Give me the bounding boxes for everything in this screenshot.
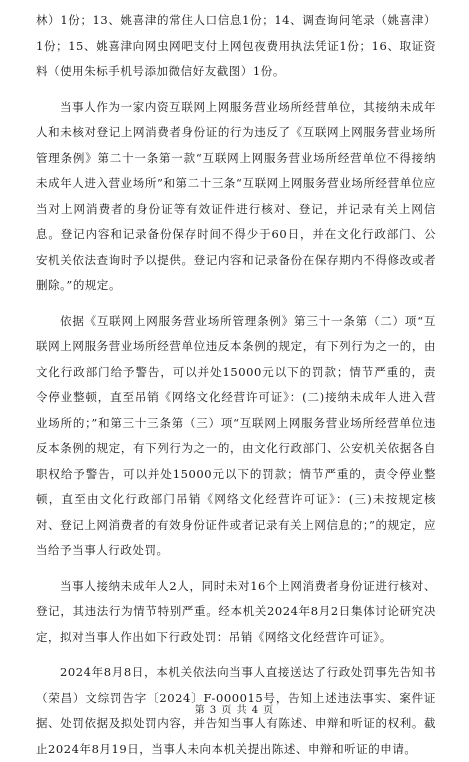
paragraph-gap [36, 85, 436, 95]
paragraph-gap [36, 299, 436, 309]
paragraph-violation-facts: 当事人作为一家内资互联网上网服务营业场所经营单位，其接纳未成年人和未核对登记上网消费者身份证的行为违反了《互联网上网服务营业场所管理条例》第二十一条第一款“互联网上网服务营业场所经营单位不得接纳未成年人进入营业场所”和第二十三条“互联网上网服务营业场所经营单位应当对上网消费者的身份证等有效证件进行核对、登记，并记录有关上网信息。登记内容和记录备份保存时间不得少于60日，并在文化行政部门、公安机关依法查询时予以提供。登记内容和记录备份在保存期内不得修改或者删除。”的规定。 [36, 99, 436, 292]
page-number-footer: 第 3 页 共 4 页 [194, 705, 275, 716]
paragraph-penalty-decision: 当事人接纳未成年人2人，同时未对16个上网消费者身份证进行核对、登记，其违法行为情节特别严重。经本机关2024年8月2日集体讨论研究决定，拟对当事人作出如下行政处罚：吊销《网络文化经营许可证》。 [36, 578, 436, 644]
document-body [36, 8, 436, 762]
paragraph-legal-basis: 依据《互联网上网服务营业场所管理条例》第三十一条第（二）项“互联网上网服务营业场所经营单位违反本条例的规定，有下列行为之一的，由文化行政部门给予警告，可以并处15000元以下的罚款；情节严重的，责令停业整顿，直至吊销《网络文化经营许可证》：(二)接纳未成年人进入营业场所的；”和第三十三条第（三）项“互联网上网服务营业场所经营单位违反本条例的规定，有下列行为之一的，由文化行政部门、公安机关依据各自职权给予警告，可以并处15000元以下的罚款；情节严重的，责令停业整顿，直至由文化行政部门吊销《网络文化经营许可证》：(三)未按规定核对、登记上网消费者的有效身份证件或者记录有关上网信息的；”的规定，应当给予当事人行政处罚。 [36, 313, 436, 557]
paragraph-evidence-list-continued: 林）1份；13、姚喜津的常住人口信息1份；14、调查询问笔录（姚喜津）1份；15、姚喜津向网虫网吧支付上网包夜费用执法凭证1份；16、取证资料（使用朱标手机号添加微信好友截图）1份。 [36, 13, 436, 78]
paragraph-notification: 2024年8月8日，本机关依法向当事人直接送达了行政处罚事先告知书（荣昌）文综罚告字〔2024〕F-000015号，告知上述违法事实、案件证据、处罚依据及拟处罚内容，并告知当事人有陈述、申辩和听证的权利。截止2024年8月19日，当事人未向本机关提出陈述、申辩和听证的申请。 [36, 665, 436, 756]
paragraph-gap [36, 564, 436, 574]
paragraph-gap [36, 650, 436, 660]
